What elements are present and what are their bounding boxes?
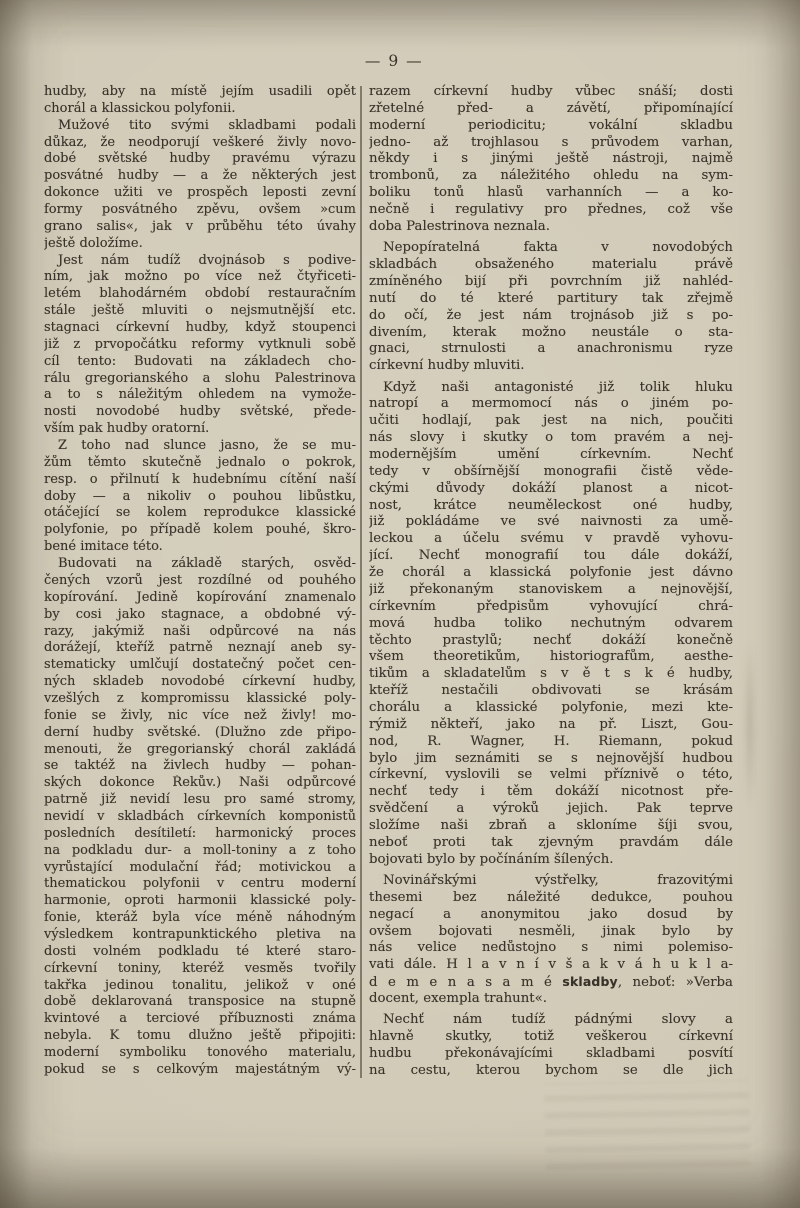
text-line: doby — a nikoliv o pouhou libůstku, <box>44 488 356 504</box>
text-line: polyfonie, po případě kolem pouhé, škro- <box>44 522 356 538</box>
text-line: derní hudby světské. (Dlužno zde připo- <box>44 724 356 740</box>
text-line: bené imitace této. <box>44 539 163 555</box>
text-line: grano salis«, jak v průběhu této úvahy <box>44 218 356 234</box>
text-line: rálu gregorianského a slohu Palestrinova <box>44 370 356 386</box>
text-line: Nepopíratelná fakta v novodobých <box>383 240 733 256</box>
text-line: již z prvopočátku reformy vytknuli sobě <box>44 336 356 352</box>
text-line: cíl tento: Budovati na základech cho- <box>44 353 356 369</box>
text-line: posledních desítiletí: harmonický proces <box>44 825 356 841</box>
text-line: nod, R. Wagner, H. Riemann, pokud <box>369 733 733 749</box>
text-line: již pokládáme ve své naivnosti za umě- <box>369 514 733 530</box>
paragraph <box>369 380 733 869</box>
text-line: dobé světské hudby pravému výrazu <box>44 151 356 167</box>
text-line: resp. o přilnutí k hudebnímu cítění naší <box>44 471 356 487</box>
text-line: takřka jedinou tonalitu, jelikož v oné <box>44 977 356 993</box>
text-line: doba Palestrinova neznala. <box>369 218 550 234</box>
scan-smudge-artifact <box>742 610 758 840</box>
text-line: tikům a skladatelům s v ě t s k é hudby, <box>369 666 733 682</box>
text-line: razy, jakýmiž naši odpůrcové na nás <box>44 623 356 639</box>
text-line: by cosi jako stagnace, a obdobné vý- <box>44 606 356 622</box>
text-line: těchto prastylů; nechť dokáží konečně <box>369 632 733 648</box>
text-line: thematickou polyfonii v centru moderní <box>44 876 356 892</box>
right-column <box>369 84 733 1080</box>
text-line: mová hudba toliko nechutným odvarem <box>369 615 733 631</box>
text-line: Mužové tito svými skladbami podali <box>58 117 356 133</box>
text-line: Nechť nám tudíž pádnými slovy a <box>383 1012 733 1028</box>
text-line: gnaci, strnulosti a anachronismu ryze <box>369 341 733 357</box>
text-line: Budovati na základě starých, osvěd- <box>58 556 356 572</box>
text-line: kvintové a terciové příbuznosti známa <box>44 1011 356 1027</box>
text-line: otáčející se kolem reprodukce klassické <box>44 505 356 521</box>
text-line: důkaz, že neodporují veškeré živly novo- <box>44 134 356 150</box>
text-line: nechť tedy i těm dokáží nicotnost pře- <box>369 784 733 800</box>
text-line: moderní symboliku tonového materialu, <box>44 1044 356 1060</box>
text-line: neboť proti tak zjevným pravdám dále <box>369 834 733 850</box>
text-line: ještě doložíme. <box>44 235 143 251</box>
text-line: ských dokonce Řekův.) Naši odpůrcové <box>44 775 356 791</box>
text-line: nebyla. K tomu dlužno ještě připojiti: <box>44 1028 356 1044</box>
text-line: na podkladu dur- a moll-toniny a z toho <box>44 842 356 858</box>
text-line: hlavně skutky, totiž veškerou církevní <box>369 1029 733 1045</box>
text-line: nás slovy i skutky o tom pravém a nej- <box>369 430 733 446</box>
text-line: se taktéž na živlech hudby — pohan- <box>44 758 356 774</box>
text-line: hudbu překonávajícími skladbami posvítí <box>369 1046 733 1062</box>
text-line: posvátné hudby — a že některých jest <box>44 168 356 184</box>
paragraph <box>44 84 356 118</box>
text-line: rýmiž někteří, jako na př. Liszt, Gou- <box>369 716 733 732</box>
text-line: složíme naši zbraň a skloníme šíji svou, <box>369 817 733 833</box>
text-line: pokud se s celkovým majestátným vý- <box>44 1061 356 1077</box>
text-line: žům těmto skutečně jednalo o pokrok, <box>44 454 356 470</box>
page-showthrough-artifact <box>544 1080 750 1170</box>
text-line: moderní periodicitu; vokální skladbu <box>369 117 733 133</box>
text-line: letém blahodárném období restauračním <box>44 286 356 302</box>
text-line: ckými důvody dokáží planost a nicot- <box>369 480 733 496</box>
text-line: formy posvátného zpěvu, ovšem »cum <box>44 202 356 218</box>
text-line: církevní toniny, kteréž vesměs tvořily <box>44 960 356 976</box>
text-line: stagnaci církevní hudby, když stoupenci <box>44 320 356 336</box>
text-line: harmonie, oproti harmonii klassické poly- <box>44 893 356 909</box>
text-line: bylo jim seznámiti se s nejnovější hudbou <box>369 750 733 766</box>
text-line: kteříž nestačili obdivovati se krásám <box>369 683 733 699</box>
text-line: době deklarovaná transposice na stupně <box>44 994 356 1010</box>
text-line: nevidí v skladbách církevních komponistů <box>44 808 356 824</box>
text-line: modernějším umění církevním. Nechť <box>369 447 733 463</box>
text-line: bojovati bylo by počínáním šílených. <box>369 851 614 867</box>
text-line: kopírování. Jedině kopírování znamenalo <box>44 589 356 605</box>
text-line: výsledkem kontrapunktického pletiva na <box>44 926 356 942</box>
text-line: že chorál a klassická polyfonie jest dávno <box>369 565 733 581</box>
text-line: jící. Nechť monografií tou dále dokáží, <box>369 548 733 564</box>
text-line: ním, jak možno po více než čtyřiceti- <box>44 269 356 285</box>
text-line: stematicky umlčují dostatečný počet cen- <box>44 657 356 673</box>
text-line: nutí do té které partitury tak zřejmě <box>369 290 733 306</box>
text-line: vati dále. H l a v n í v š a k v á h u k l a- <box>369 957 733 973</box>
text-line: na cestu, kterou bychom se dle jich <box>369 1062 733 1078</box>
text-line: Jest nám tudíž dvojnásob s podive- <box>58 252 356 268</box>
text-line: dorážejí, kteříž patrně neznají aneb sy- <box>44 640 356 656</box>
text-line: ovšem bojovati nesměli, jinak bylo by <box>369 923 733 939</box>
text-line: chorálu a klassické polyfonie, mezi kte- <box>369 699 733 715</box>
text-line: zřetelné před- a závětí, připomínající <box>369 100 733 116</box>
text-line: hudby, aby na místě jejím usadili opět <box>44 84 356 99</box>
text-line: trombonů, za náležitého ohledu na sym- <box>369 168 733 184</box>
text-line: razem církevní hudby vůbec snáší; dosti <box>369 84 733 99</box>
paragraph <box>44 438 356 556</box>
text-line: jedno- až trojhlasou s průvodem varhan, <box>369 134 733 150</box>
paragraph <box>369 84 733 236</box>
text-line: vyrůstající modulační řád; motivickou a <box>44 859 356 875</box>
text-line: vším pak hudby oratorní. <box>44 421 210 437</box>
paragraph <box>44 253 356 438</box>
text-line: divením, kterak možno neustále o sta- <box>369 324 733 340</box>
text-line: zmíněného bijí při povrchním již nahléd- <box>369 273 733 289</box>
paragraph <box>44 556 356 1079</box>
paragraph <box>369 240 733 375</box>
text-line: všem theoretikům, historiografům, aesthe- <box>369 649 733 665</box>
column-divider-line <box>360 86 362 1078</box>
text-line: leckou a účelu svému v pravdě vyhovu- <box>369 531 733 547</box>
text-line: natropí a mermomocí nás o jiném po- <box>369 396 733 412</box>
text-line: Z toho nad slunce jasno, že se mu- <box>58 438 356 454</box>
text-line: negací a anonymitou jako dosud by <box>369 906 733 922</box>
text-line: menouti, že gregorianský chorál zakládá <box>44 741 356 757</box>
text-line: d e m e n a s a m é skladby, neboť: »Verba <box>369 974 733 991</box>
paragraph <box>369 873 733 1008</box>
text-line: fonie se živly, nic více než živly! mo- <box>44 707 356 723</box>
text-line: dosti volném podkladu té které staro- <box>44 943 356 959</box>
text-line: docent, exempla trahunt«. <box>369 991 547 1007</box>
paragraph <box>369 1012 733 1079</box>
text-line: církevní, vyslovili se velmi příznivě o této, <box>369 767 733 783</box>
left-column <box>44 84 356 1079</box>
text-line: nečně i regulativy pro přednes, což vše <box>369 202 733 218</box>
text-line: Když naši antagonisté již tolik hluku <box>383 379 733 395</box>
text-line: do očí, že jest nám trojnásob již s po- <box>369 307 733 323</box>
text-line: stále ještě mluviti o nejsmutnější etc. <box>44 303 356 319</box>
paragraph <box>44 118 356 253</box>
text-line: skladbách obsaženého materialu právě <box>369 257 733 273</box>
text-line: Novinářskými výstřelky, frazovitými <box>383 873 733 889</box>
text-line: fonie, kteráž byla více méně náhodným <box>44 910 356 926</box>
text-line: církevní hudby mluviti. <box>369 358 525 374</box>
text-line: a to s náležitým ohledem na vymože- <box>44 387 356 403</box>
text-line: thesemi bez náležité dedukce, pouhou <box>369 889 733 905</box>
text-line: ných skladeb novodobé církevní hudby, <box>44 674 356 690</box>
text-line: patrně již nevidí lesu pro samé stromy, <box>44 792 356 808</box>
text-line: nás velice nedůstojno s nimi polemiso- <box>369 940 733 956</box>
text-line: tedy v obšírnější monografii čistě věde- <box>369 463 733 479</box>
text-line: již překonaným stanoviskem a nejnovější, <box>369 581 733 597</box>
text-line: čených vzorů jest rozdílné od pouhého <box>44 572 356 588</box>
text-line: církevním předpisům vyhovující chrá- <box>369 598 733 614</box>
text-line: svědčení a výroků jejich. Pak teprve <box>369 801 733 817</box>
text-line: nosti novodobé hudby světské, přede- <box>44 404 356 420</box>
text-line: nost, krátce neuměleckost oné hudby, <box>369 497 733 513</box>
text-line: boliku tonů hlasů varhanních — a ko- <box>369 185 733 201</box>
text-line: učiti hodlají, pak jest na nich, poučiti <box>369 413 733 429</box>
text-line: chorál a klassickou polyfonii. <box>44 100 236 116</box>
text-line: dokonce užiti ve prospěch leposti zevní <box>44 185 356 201</box>
text-line: vzešlých z kompromissu klassické poly- <box>44 690 356 706</box>
text-line: někdy i s jinými ještě nástroji, najmě <box>369 151 733 167</box>
page-number: — 9 — <box>364 52 424 70</box>
